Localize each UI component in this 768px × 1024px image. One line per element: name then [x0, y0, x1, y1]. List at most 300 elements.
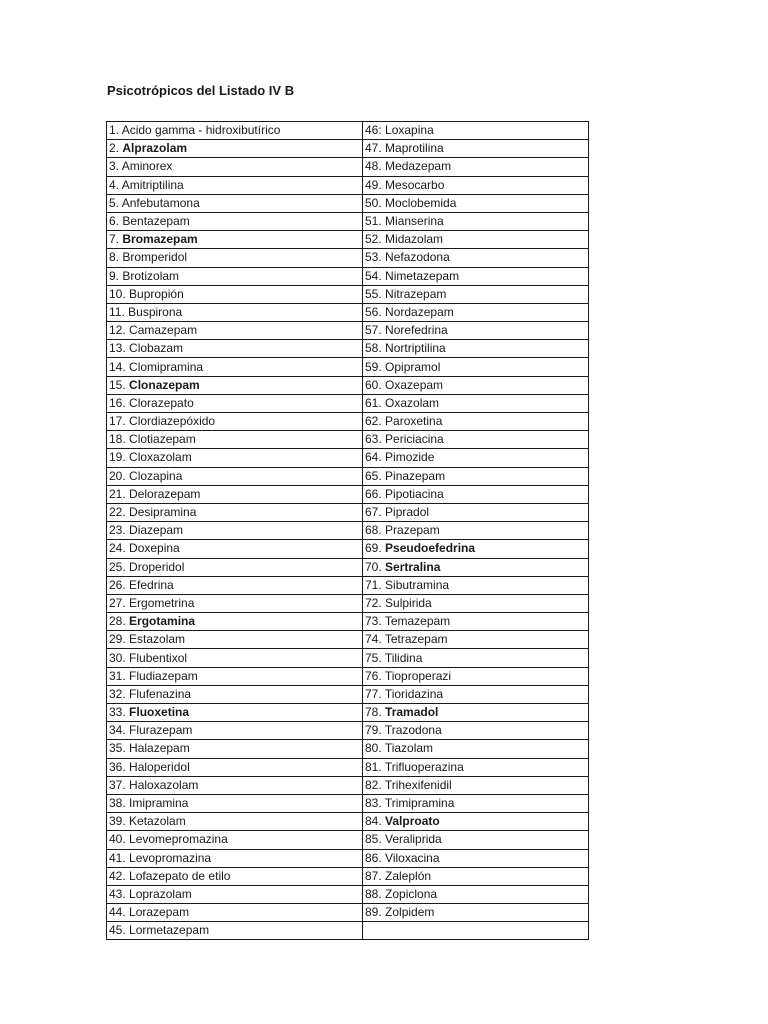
item-number: 47. [365, 141, 382, 156]
substance-name: Pinazepam [385, 468, 446, 483]
item-number: 80. [365, 741, 382, 756]
substance-cell-right [363, 540, 589, 558]
item-number: 30. [109, 650, 126, 665]
substance-name: Pipotiacina [385, 486, 444, 501]
item-number: 88. [365, 886, 382, 901]
item-number: 29. [109, 632, 126, 647]
substance-cell-left [107, 140, 363, 158]
substance-name: Clobazam [129, 341, 184, 356]
substance-name: Clorazepato [129, 395, 194, 410]
substance-cell-left [107, 322, 363, 340]
substance-cell-left [107, 794, 363, 812]
substance-cell-right [363, 267, 589, 285]
substance-cell-left [107, 285, 363, 303]
substance-cell-left [107, 594, 363, 612]
substance-cell-left [107, 212, 363, 230]
substance-cell-right [363, 922, 589, 940]
substance-name: Fluoxetina [129, 705, 190, 720]
item-number: 10. [109, 286, 126, 301]
item-number: 54. [365, 268, 382, 283]
substance-name: Mesocarbo [385, 177, 445, 192]
substance-cell-right [363, 631, 589, 649]
table-row [107, 285, 589, 303]
substance-cell-right [363, 340, 589, 358]
table-row [107, 904, 589, 922]
substance-cell-left [107, 631, 363, 649]
item-number: 7. [109, 232, 120, 247]
item-number: 57. [365, 323, 382, 338]
substance-cell-left [107, 740, 363, 758]
substance-name: Levopromazina [129, 850, 212, 865]
item-number: 77. [365, 686, 382, 701]
substance-name: Acido gamma - hidroxibutírico [121, 123, 281, 138]
substance-name: Bupropión [129, 286, 184, 301]
item-number: 1. [109, 123, 120, 138]
item-number: 46: [365, 123, 382, 138]
substance-cell-left [107, 849, 363, 867]
item-number: 5. [109, 195, 120, 210]
substance-cell-left [107, 231, 363, 249]
substance-name: Pseudoefedrina [385, 541, 476, 556]
substance-name: Paroxetina [385, 414, 443, 429]
substance-name: Oxazolam [385, 395, 440, 410]
substance-name: Clonazepam [129, 377, 200, 392]
substance-cell-left [107, 449, 363, 467]
substance-cell-left [107, 667, 363, 685]
substance-name: Diazepam [129, 523, 184, 538]
item-number: 60. [365, 377, 382, 392]
substance-cell-right [363, 376, 589, 394]
substance-name: Viloxacina [385, 850, 440, 865]
item-number: 73. [365, 614, 382, 629]
substance-name: Efedrina [129, 577, 174, 592]
substance-name: Zaleplón [385, 868, 432, 883]
item-number: 32. [109, 686, 126, 701]
substance-name: Tioproperazi [384, 668, 452, 683]
table-row [107, 122, 589, 140]
table-row [107, 467, 589, 485]
substance-cell-right [363, 649, 589, 667]
substance-cell-left [107, 758, 363, 776]
item-number: 45. [109, 923, 126, 938]
substance-name: Pipradol [385, 505, 430, 520]
item-number: 50. [365, 195, 382, 210]
item-number: 44. [109, 905, 126, 920]
substance-name: Lofazepato de etilo [129, 868, 231, 883]
substance-name: Veraliprida [385, 832, 442, 847]
item-number: 13. [109, 341, 126, 356]
substance-name: Maprotilina [385, 141, 444, 156]
item-number: 52. [365, 232, 382, 247]
item-number: 43. [109, 886, 126, 901]
substance-name: Flurazepam [129, 723, 193, 738]
substance-name: Brotizolam [122, 268, 180, 283]
substance-cell-right [363, 358, 589, 376]
substance-cell-right [363, 431, 589, 449]
item-number: 83. [365, 796, 382, 811]
substance-name: Nefazodona [385, 250, 450, 265]
item-number: 68. [365, 523, 382, 538]
substance-cell-left [107, 158, 363, 176]
substance-cell-left [107, 704, 363, 722]
item-number: 4. [109, 177, 120, 192]
substance-name: Clordiazepóxido [129, 414, 216, 429]
substance-name: Bentazepam [122, 214, 190, 229]
substance-name: Loxapina [385, 123, 434, 138]
item-number: 58. [365, 341, 382, 356]
substance-cell-left [107, 503, 363, 521]
substance-cell-left [107, 922, 363, 940]
table-row [107, 158, 589, 176]
substance-cell-right [363, 885, 589, 903]
item-number: 48. [365, 159, 382, 174]
substance-cell-right [363, 394, 589, 412]
table-row [107, 576, 589, 594]
substance-name: Aminorex [121, 159, 173, 174]
substance-name: Periciacina [385, 432, 444, 447]
substance-name: Bromperidol [122, 250, 188, 265]
table-row [107, 704, 589, 722]
substance-cell-left [107, 722, 363, 740]
substance-name: Zolpidem [385, 905, 435, 920]
substance-name: Bromazepam [122, 232, 198, 247]
item-number: 19. [109, 450, 126, 465]
item-number: 81. [365, 759, 382, 774]
item-number: 22. [109, 505, 126, 520]
item-number: 42. [109, 868, 126, 883]
item-number: 59. [365, 359, 382, 374]
substance-name: Moclobemida [385, 195, 457, 210]
substance-name: Haloperidol [129, 759, 190, 774]
item-number: 27. [109, 595, 126, 610]
item-number: 20. [109, 468, 126, 483]
table-row [107, 231, 589, 249]
substance-name: Tramadol [385, 705, 439, 720]
substance-cell-right [363, 613, 589, 631]
substance-cell-right [363, 740, 589, 758]
item-number: 72. [365, 595, 382, 610]
table-row [107, 140, 589, 158]
table-row [107, 176, 589, 194]
substance-cell-right [363, 303, 589, 321]
substance-name: Tilidina [384, 650, 423, 665]
table-row [107, 449, 589, 467]
table-row [107, 922, 589, 940]
item-number: 34. [109, 723, 126, 738]
substance-name: Buspirona [128, 304, 183, 319]
substance-cell-left [107, 540, 363, 558]
substance-name: Temazepam [384, 614, 451, 629]
item-number: 26. [109, 577, 126, 592]
substance-cell-left [107, 649, 363, 667]
substance-cell-right [363, 722, 589, 740]
substance-cell-left [107, 576, 363, 594]
item-number: 56. [365, 304, 382, 319]
substance-name: Opipramol [385, 359, 441, 374]
substance-name: Valproato [385, 814, 440, 829]
item-number: 9. [109, 268, 120, 283]
page-title: Psicotrópicos del Listado IV B [107, 83, 295, 98]
substance-table [106, 121, 589, 940]
substance-cell-left [107, 885, 363, 903]
substance-cell-left [107, 176, 363, 194]
table-row [107, 212, 589, 230]
item-number: 70. [365, 559, 382, 574]
substance-cell-right [363, 322, 589, 340]
substance-cell-left [107, 522, 363, 540]
item-number: 76. [365, 668, 382, 683]
substance-cell-left [107, 831, 363, 849]
item-number: 67. [365, 505, 382, 520]
item-number: 33. [109, 705, 126, 720]
substance-cell-right [363, 140, 589, 158]
substance-cell-right [363, 776, 589, 794]
item-number: 38. [109, 796, 126, 811]
substance-cell-right [363, 558, 589, 576]
substance-cell-right [363, 867, 589, 885]
item-number: 35. [109, 741, 126, 756]
substance-cell-right [363, 212, 589, 230]
substance-name: Estazolam [129, 632, 186, 647]
item-number: 3. [109, 159, 120, 174]
substance-name: Amitriptilina [121, 177, 184, 192]
substance-name: Alprazolam [122, 141, 188, 156]
item-number: 82. [365, 777, 382, 792]
table-row [107, 594, 589, 612]
item-number: 17. [109, 414, 126, 429]
table-row [107, 522, 589, 540]
table-row [107, 485, 589, 503]
item-number: 64. [365, 450, 382, 465]
substance-cell-right [363, 176, 589, 194]
item-number: 65. [365, 468, 382, 483]
item-number: 61. [365, 395, 382, 410]
item-number: 55. [365, 286, 382, 301]
substance-cell-left [107, 431, 363, 449]
substance-name: Delorazepam [129, 486, 201, 501]
substance-name: Ketazolam [129, 814, 186, 829]
item-number: 14. [109, 359, 126, 374]
table-row [107, 631, 589, 649]
item-number: 49. [365, 177, 382, 192]
table-row [107, 394, 589, 412]
substance-cell-right [363, 413, 589, 431]
substance-name: Sibutramina [385, 577, 450, 592]
substance-name: Midazolam [385, 232, 444, 247]
item-number: 78. [365, 705, 382, 720]
substance-cell-right [363, 522, 589, 540]
substance-name: Trifluoperazina [384, 759, 464, 774]
substance-cell-right [363, 704, 589, 722]
table-row [107, 758, 589, 776]
item-number: 2. [109, 141, 120, 156]
substance-cell-right [363, 194, 589, 212]
substance-name: Camazepam [129, 323, 198, 338]
table-row [107, 740, 589, 758]
substance-cell-right [363, 122, 589, 140]
item-number: 84. [365, 814, 382, 829]
substance-name: Lorazepam [129, 905, 190, 920]
substance-name: Oxazepam [385, 377, 444, 392]
table-row [107, 885, 589, 903]
table-row [107, 849, 589, 867]
substance-name: Sertralina [385, 559, 441, 574]
substance-name: Loprazolam [129, 886, 192, 901]
substance-cell-left [107, 904, 363, 922]
substance-name: Trihexifenidil [384, 777, 452, 792]
item-number: 86. [365, 850, 382, 865]
substance-table-body [107, 122, 589, 940]
table-row [107, 685, 589, 703]
table-row [107, 540, 589, 558]
table-row [107, 431, 589, 449]
substance-cell-left [107, 358, 363, 376]
substance-name: Medazepam [385, 159, 452, 174]
substance-name: Nitrazepam [385, 286, 447, 301]
substance-name: Imipramina [129, 796, 189, 811]
item-number: 8. [109, 250, 120, 265]
substance-cell-right [363, 794, 589, 812]
substance-cell-right [363, 158, 589, 176]
substance-cell-left [107, 394, 363, 412]
item-number: 25. [109, 559, 126, 574]
substance-name: Desipramina [129, 505, 197, 520]
table-row [107, 376, 589, 394]
substance-cell-right [363, 813, 589, 831]
substance-cell-right [363, 594, 589, 612]
substance-name: Ergometrina [129, 595, 195, 610]
substance-cell-right [363, 576, 589, 594]
substance-cell-right [363, 467, 589, 485]
table-row [107, 813, 589, 831]
item-number: 41. [109, 850, 126, 865]
substance-cell-left [107, 867, 363, 885]
substance-cell-left [107, 613, 363, 631]
substance-name: Trimipramina [384, 796, 455, 811]
item-number: 16. [109, 395, 126, 410]
substance-name: Levomepromazina [129, 832, 228, 847]
substance-cell-right [363, 231, 589, 249]
substance-cell-left [107, 194, 363, 212]
item-number: 11. [109, 304, 125, 319]
item-number: 53. [365, 250, 382, 265]
substance-name: Tetrazepam [384, 632, 448, 647]
substance-cell-left [107, 267, 363, 285]
substance-name: Lormetazepam [129, 923, 210, 938]
item-number: 69. [365, 541, 382, 556]
table-row [107, 358, 589, 376]
substance-name: Tioridazina [384, 686, 444, 701]
item-number: 87. [365, 868, 382, 883]
substance-cell-left [107, 249, 363, 267]
substance-cell-left [107, 467, 363, 485]
item-number: 15. [109, 377, 126, 392]
substance-cell-right [363, 685, 589, 703]
substance-name: Mianserina [385, 214, 444, 229]
substance-name: Cloxazolam [129, 450, 192, 465]
substance-name: Nortriptilina [385, 341, 446, 356]
table-row [107, 249, 589, 267]
substance-cell-right [363, 831, 589, 849]
item-number: 31. [109, 668, 126, 683]
item-number: 40. [109, 832, 126, 847]
substance-name: Halazepam [129, 741, 190, 756]
substance-name: Ergotamina [129, 614, 196, 629]
substance-cell-left [107, 303, 363, 321]
substance-cell-left [107, 685, 363, 703]
item-number: 12. [109, 323, 126, 338]
substance-cell-left [107, 776, 363, 794]
substance-name: Pimozide [385, 450, 435, 465]
table-row [107, 194, 589, 212]
substance-name: Nordazepam [385, 304, 454, 319]
table-row [107, 340, 589, 358]
substance-cell-right [363, 667, 589, 685]
substance-name: Prazepam [385, 523, 440, 538]
table-row [107, 613, 589, 631]
substance-cell-left [107, 413, 363, 431]
substance-name: Clotiazepam [129, 432, 196, 447]
item-number: 23. [109, 523, 126, 538]
substance-cell-right [363, 249, 589, 267]
item-number: 89. [365, 905, 382, 920]
table-row [107, 303, 589, 321]
item-number: 36. [109, 759, 126, 774]
substance-cell-left [107, 813, 363, 831]
table-row [107, 267, 589, 285]
item-number: 28. [109, 614, 126, 629]
substance-name: Haloxazolam [129, 777, 199, 792]
substance-name: Trazodona [384, 723, 442, 738]
substance-cell-left [107, 485, 363, 503]
table-row [107, 867, 589, 885]
substance-name: Fludiazepam [129, 668, 198, 683]
item-number: 62. [365, 414, 382, 429]
item-number: 24. [109, 541, 126, 556]
substance-cell-left [107, 558, 363, 576]
item-number: 75. [365, 650, 382, 665]
substance-cell-left [107, 340, 363, 358]
table-row [107, 649, 589, 667]
table-row [107, 558, 589, 576]
substance-cell-right [363, 449, 589, 467]
item-number: 71. [365, 577, 382, 592]
table-row [107, 667, 589, 685]
item-number: 39. [109, 814, 126, 829]
table-row [107, 413, 589, 431]
item-number: 79. [365, 723, 382, 738]
substance-name: Flubentixol [129, 650, 188, 665]
item-number: 74. [365, 632, 382, 647]
substance-name: Clozapina [129, 468, 183, 483]
substance-cell-right [363, 849, 589, 867]
substance-cell-right [363, 904, 589, 922]
item-number: 66. [365, 486, 382, 501]
table-row [107, 722, 589, 740]
substance-name: Anfebutamona [121, 195, 200, 210]
item-number: 21. [109, 486, 126, 501]
substance-cell-left [107, 122, 363, 140]
substance-name: Clomipramina [129, 359, 204, 374]
substance-name: Droperidol [129, 559, 185, 574]
substance-name: Flufenazina [129, 686, 192, 701]
table-row [107, 503, 589, 521]
substance-name: Tiazolam [384, 741, 434, 756]
substance-name: Norefedrina [385, 323, 448, 338]
item-number: 63. [365, 432, 382, 447]
substance-cell-right [363, 758, 589, 776]
substance-name: Doxepina [129, 541, 180, 556]
